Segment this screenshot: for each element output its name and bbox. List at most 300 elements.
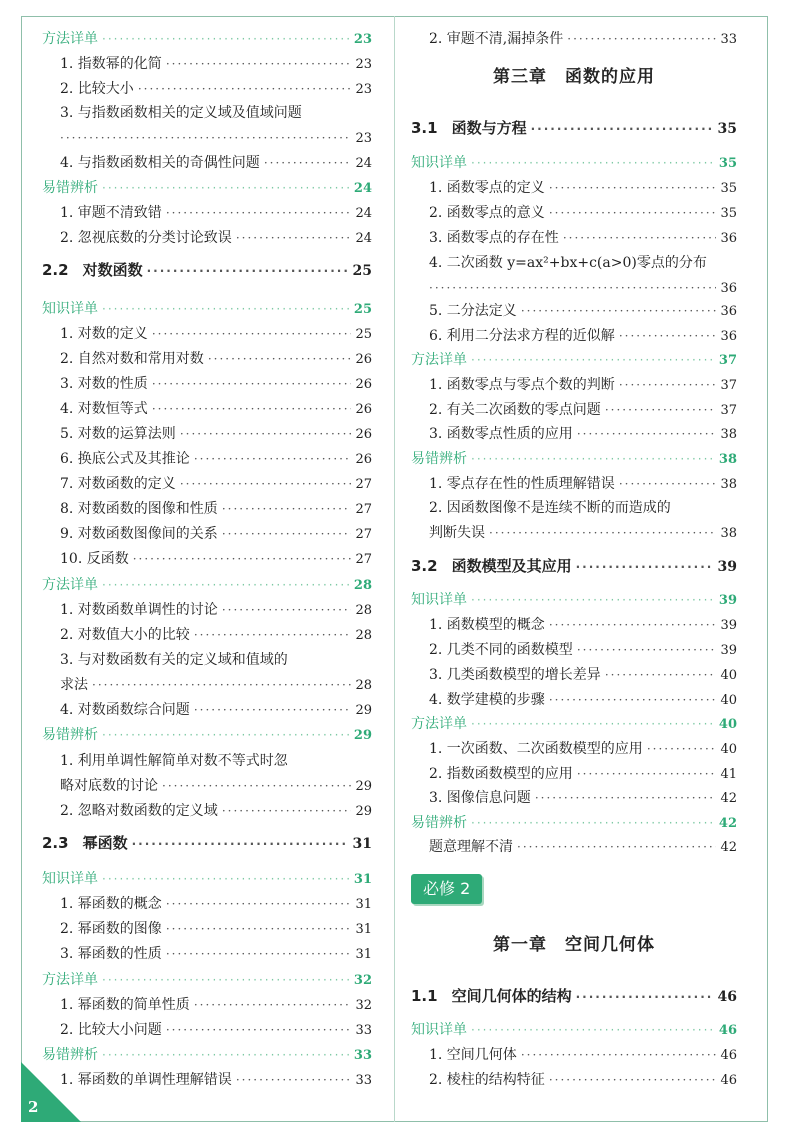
toc-entry-text: 方法详单 (411, 716, 467, 732)
toc-entry-text: 1. 空间几何体 (429, 1047, 517, 1063)
dot-leader (577, 637, 717, 663)
toc-entry-text: 2. 对数值大小的比较 (60, 627, 190, 643)
page-ref: 42 (718, 816, 737, 831)
dot-leader (102, 572, 350, 598)
page-ref: 23 (355, 131, 372, 146)
page-ref: 37 (720, 378, 737, 393)
toc-entry-text: 1. 函数零点的定义 (429, 180, 545, 196)
page-ref: 26 (355, 427, 372, 442)
page-ref: 40 (718, 717, 737, 732)
section-title: 对数函数 (82, 261, 143, 279)
toc-category[interactable] (42, 866, 372, 892)
dot-leader (133, 546, 352, 572)
dot-leader (166, 891, 352, 917)
toc-entry-text: 4. 与指数函数相关的奇偶性问题 (60, 155, 260, 171)
toc-section-label (411, 115, 527, 141)
page-ref: 39 (718, 593, 737, 608)
toc-item[interactable] (42, 1017, 372, 1043)
dot-leader (152, 321, 352, 347)
page-ref: 40 (720, 742, 737, 757)
dot-leader (166, 51, 352, 77)
dot-leader (619, 372, 717, 398)
page-ref: 39 (720, 618, 737, 633)
page-ref: 36 (720, 304, 737, 319)
section-number: 1.1 (411, 987, 438, 1005)
toc-entry-text: 8. 对数函数的图像和性质 (60, 501, 218, 517)
dot-leader (194, 622, 352, 648)
toc-entry-text: 知识详单 (42, 871, 98, 887)
toc-entry-text: 3. 对数的性质 (60, 376, 148, 392)
toc-item[interactable] (42, 346, 372, 372)
toc-entry-text: 题意理解不清 (429, 839, 513, 855)
dot-leader (102, 26, 350, 52)
toc-item[interactable] (411, 26, 737, 52)
toc-entry-text: 9. 对数函数图像间的关系 (60, 526, 218, 542)
dot-leader (549, 175, 717, 201)
dot-leader (194, 446, 352, 472)
dot-leader (102, 967, 350, 993)
page-ref: 29 (355, 703, 372, 718)
page-ref: 29 (355, 779, 372, 794)
toc-entry-text: 知识详单 (411, 592, 467, 608)
dot-leader (60, 125, 351, 151)
page-ref: 26 (355, 352, 372, 367)
toc-item[interactable] (411, 250, 737, 276)
toc-item[interactable] (42, 748, 372, 774)
toc-entry-text: 6. 换底公式及其推论 (60, 451, 190, 467)
page-ref: 36 (720, 281, 737, 296)
dot-leader (166, 200, 352, 226)
page-ref: 36 (720, 329, 737, 344)
page-ref: 32 (353, 973, 372, 988)
page-ref: 31 (353, 872, 372, 887)
toc-item[interactable] (411, 612, 737, 638)
toc-category[interactable] (411, 1017, 737, 1043)
toc-item[interactable] (411, 637, 737, 663)
dot-leader (471, 711, 715, 737)
dot-leader (102, 1042, 350, 1068)
toc-category[interactable] (42, 967, 372, 993)
volume-badge: 必修 2 (411, 874, 482, 904)
dot-leader (521, 298, 717, 324)
toc-section-label (411, 553, 572, 579)
page-ref: 31 (355, 922, 372, 937)
dot-leader (194, 992, 352, 1018)
toc-item[interactable] (411, 687, 737, 713)
toc-section[interactable] (411, 115, 737, 141)
toc-item[interactable] (42, 1067, 372, 1093)
toc-entry-text: 2. 幂函数的图像 (60, 921, 162, 937)
toc-item[interactable] (411, 372, 737, 398)
page-ref: 29 (355, 804, 372, 819)
toc-entry-text: 3. 几类函数模型的增长差异 (429, 667, 601, 683)
toc-entry-text: 易错辨析 (411, 451, 467, 467)
toc-entry-text: 7. 对数函数的定义 (60, 476, 176, 492)
dot-leader (471, 810, 715, 836)
dot-leader (222, 597, 352, 623)
dot-leader (577, 421, 717, 447)
dot-leader (647, 736, 717, 762)
toc-item[interactable] (42, 992, 372, 1018)
toc-item[interactable] (42, 471, 372, 497)
page-ref: 38 (718, 452, 737, 467)
page-ref: 41 (720, 767, 737, 782)
toc-category[interactable] (411, 446, 737, 472)
chapter-title: 第三章 函数的应用 (493, 67, 655, 87)
toc-item[interactable] (42, 697, 372, 723)
toc-section[interactable] (42, 830, 372, 856)
toc-category[interactable] (411, 810, 737, 836)
page-ref: 39 (717, 559, 737, 575)
page-ref: 35 (720, 181, 737, 196)
toc-entry-text: 易错辨析 (42, 1047, 98, 1063)
page-ref: 31 (352, 836, 372, 852)
toc-item[interactable] (411, 1042, 737, 1068)
toc-item[interactable] (411, 298, 737, 324)
toc-entry-text: 方法详单 (42, 577, 98, 593)
toc-entry-text: 方法详单 (411, 352, 467, 368)
dot-leader (166, 1017, 352, 1043)
toc-section-label (411, 983, 572, 1009)
toc-entry-text: 2. 比较大小 (60, 81, 134, 97)
toc-entry-text: 知识详单 (411, 155, 467, 171)
toc-entry-text: 易错辨析 (411, 815, 467, 831)
toc-entry-text: 3. 与指数函数相关的定义域及值域问题 (60, 105, 302, 121)
dot-leader (162, 773, 351, 799)
toc-item[interactable] (42, 100, 372, 126)
page-ref: 27 (355, 527, 372, 542)
toc-item[interactable] (411, 421, 737, 447)
toc-entry-text: 2. 忽略对数函数的定义域 (60, 803, 218, 819)
dot-leader (471, 150, 715, 176)
page-ref: 35 (720, 206, 737, 221)
toc-item[interactable] (42, 647, 372, 673)
dot-leader (222, 798, 352, 824)
page-ref: 35 (717, 121, 737, 137)
dot-leader (549, 200, 717, 226)
dot-leader (102, 296, 350, 322)
toc-item[interactable] (42, 421, 372, 447)
toc-entry-text: 方法详单 (42, 972, 98, 988)
toc-item[interactable] (42, 396, 372, 422)
toc-item[interactable] (42, 798, 372, 824)
dot-leader (605, 397, 717, 423)
toc-entry-text: 1. 对数的定义 (60, 326, 148, 342)
toc-item[interactable] (411, 323, 737, 349)
toc-entry-text: 1. 利用单调性解简单对数不等式时忽 (60, 753, 288, 769)
toc-item[interactable] (42, 371, 372, 397)
toc-entry-text: 2. 自然对数和常用对数 (60, 351, 204, 367)
toc-item[interactable] (411, 662, 737, 688)
page-ref: 25 (355, 327, 372, 342)
toc-item-continuation[interactable] (42, 125, 372, 151)
page-ref: 46 (718, 1023, 737, 1038)
page-ref: 46 (720, 1073, 737, 1088)
dot-leader (517, 834, 716, 860)
toc-entry-text: 3. 函数零点性质的应用 (429, 426, 573, 442)
toc-item[interactable] (411, 1067, 737, 1093)
toc-category[interactable] (42, 175, 372, 201)
page-ref: 33 (720, 32, 737, 47)
dot-leader (489, 520, 716, 546)
page-ref: 26 (355, 402, 372, 417)
toc-entry-text: 求法 (60, 677, 88, 693)
toc-item[interactable] (42, 622, 372, 648)
toc-entry-text: 判断失误 (429, 525, 485, 541)
page-ref: 31 (355, 947, 372, 962)
page-ref: 24 (355, 231, 372, 246)
toc-category[interactable] (42, 722, 372, 748)
toc-entry-text: 1. 幂函数的概念 (60, 896, 162, 912)
toc-item-continuation[interactable] (42, 773, 372, 799)
toc-item[interactable] (411, 397, 737, 423)
page-ref: 42 (720, 791, 737, 806)
toc-entry-text: 知识详单 (42, 301, 98, 317)
dot-leader (222, 496, 352, 522)
toc-entry-text: 2. 忽视底数的分类讨论致误 (60, 230, 232, 246)
page-ref: 24 (355, 156, 372, 171)
toc-entry-text: 易错辨析 (42, 727, 98, 743)
toc-entry-text: 2. 有关二次函数的零点问题 (429, 402, 601, 418)
page-ref: 27 (355, 477, 372, 492)
dot-leader (549, 612, 717, 638)
page-ref: 46 (717, 989, 737, 1005)
toc-category[interactable] (42, 1042, 372, 1068)
toc-category[interactable] (411, 587, 737, 613)
toc-entry-text: 1. 一次函数、二次函数模型的应用 (429, 741, 643, 757)
page-ref: 31 (355, 897, 372, 912)
toc-entry-text: 1. 指数幂的化简 (60, 56, 162, 72)
toc-item-continuation[interactable] (42, 672, 372, 698)
toc-item[interactable] (42, 150, 372, 176)
toc-entry-text: 2. 比较大小问题 (60, 1022, 162, 1038)
toc-entry-text: 2. 审题不清,漏掉条件 (429, 31, 564, 47)
dot-leader (264, 150, 352, 176)
toc-item[interactable] (42, 446, 372, 472)
toc-item[interactable] (42, 891, 372, 917)
toc-category[interactable] (42, 572, 372, 598)
dot-leader (236, 1067, 352, 1093)
toc-entry-text: 4. 对数恒等式 (60, 401, 148, 417)
page-ref: 33 (355, 1073, 372, 1088)
toc-item[interactable] (42, 200, 372, 226)
toc-entry-text: 1. 审题不清致错 (60, 205, 162, 221)
section-number: 3.1 (411, 119, 438, 137)
dot-leader (180, 421, 352, 447)
toc-entry-text: 方法详单 (42, 31, 98, 47)
dot-leader (567, 26, 716, 52)
toc-item[interactable] (411, 225, 737, 251)
dot-leader (531, 116, 714, 142)
toc-item[interactable] (42, 521, 372, 547)
toc-entry-text: 5. 二分法定义 (429, 303, 517, 319)
toc-entry-text: 4. 对数函数综合问题 (60, 702, 190, 718)
dot-leader (222, 521, 352, 547)
toc-item[interactable] (42, 225, 372, 251)
section-title: 空间几何体的结构 (451, 987, 572, 1005)
toc-item[interactable] (411, 495, 737, 521)
toc-section[interactable] (42, 257, 372, 283)
toc-item[interactable] (42, 941, 372, 967)
page-ref: 25 (352, 263, 372, 279)
page-ref: 25 (353, 302, 372, 317)
dot-leader (132, 831, 349, 857)
toc-entry-text: 3. 幂函数的性质 (60, 946, 162, 962)
toc-section-label (42, 830, 128, 856)
toc-section[interactable] (411, 553, 737, 579)
page-ref: 26 (355, 377, 372, 392)
page-ref: 23 (355, 57, 372, 72)
toc-entry-text: 略对底数的讨论 (60, 778, 158, 794)
toc-category[interactable] (42, 296, 372, 322)
page-ref: 24 (353, 181, 372, 196)
toc-category[interactable] (411, 150, 737, 176)
toc-category[interactable] (42, 26, 372, 52)
toc-entry-text: 1. 函数零点与零点个数的判断 (429, 377, 615, 393)
dot-leader (471, 1017, 715, 1043)
page-ref: 38 (720, 477, 737, 492)
section-title: 幂函数 (82, 834, 128, 852)
page-ref: 23 (355, 82, 372, 97)
dot-leader (152, 396, 352, 422)
dot-leader (471, 446, 715, 472)
toc-item[interactable] (411, 175, 737, 201)
dot-leader (194, 697, 352, 723)
toc-section-label (42, 257, 143, 283)
page-ref: 37 (720, 403, 737, 418)
dot-leader (521, 1042, 717, 1068)
page-ref: 46 (720, 1048, 737, 1063)
toc-entry-text: 4. 二次函数 y=ax²+bx+c(a>0)零点的分布 (429, 255, 707, 271)
dot-leader (208, 346, 352, 372)
dot-leader (471, 587, 715, 613)
toc-item-continuation[interactable] (411, 520, 737, 546)
page-ref: 28 (355, 678, 372, 693)
toc-entry-text: 2. 指数函数模型的应用 (429, 766, 573, 782)
dot-leader (92, 672, 351, 698)
page-ref: 23 (353, 32, 372, 47)
toc-entry-text: 2. 棱柱的结构特征 (429, 1072, 545, 1088)
page-ref: 32 (355, 998, 372, 1013)
dot-leader (535, 785, 717, 811)
dot-leader (138, 76, 352, 102)
toc-item[interactable] (42, 51, 372, 77)
page-number: 2 (28, 1098, 39, 1116)
dot-leader (619, 323, 717, 349)
dot-leader (180, 471, 352, 497)
page-ref: 39 (720, 643, 737, 658)
toc-entry-text: 1. 幂函数的简单性质 (60, 997, 190, 1013)
page-ref: 42 (720, 840, 737, 855)
page-ref: 35 (718, 156, 737, 171)
section-title: 函数模型及其应用 (451, 557, 572, 575)
toc-category[interactable] (411, 711, 737, 737)
toc-item[interactable] (411, 200, 737, 226)
toc-item[interactable] (411, 736, 737, 762)
column-divider (394, 16, 395, 1122)
toc-item[interactable] (42, 916, 372, 942)
toc-entry-text: 10. 反函数 (60, 551, 129, 567)
toc-entry-text: 2. 因函数图像不是连续不断的而造成的 (429, 500, 671, 516)
page-ref: 29 (353, 728, 372, 743)
toc-entry-text: 1. 函数模型的概念 (429, 617, 545, 633)
section-number: 2.3 (42, 834, 69, 852)
toc-entry-text: 1. 幂函数的单调性理解错误 (60, 1072, 232, 1088)
toc-entry-text: 2. 函数零点的意义 (429, 205, 545, 221)
toc-entry-text: 5. 对数的运算法则 (60, 426, 176, 442)
toc-item[interactable] (42, 496, 372, 522)
page-ref: 38 (720, 526, 737, 541)
dot-leader (549, 687, 717, 713)
section-title: 函数与方程 (451, 119, 527, 137)
dot-leader (471, 347, 715, 373)
dot-leader (147, 258, 349, 284)
toc-entry-text: 2. 几类不同的函数模型 (429, 642, 573, 658)
page-ref: 28 (355, 628, 372, 643)
toc-item[interactable] (42, 597, 372, 623)
toc-item[interactable] (411, 785, 737, 811)
dot-leader (102, 722, 350, 748)
dot-leader (102, 866, 350, 892)
dot-leader (236, 225, 352, 251)
toc-item[interactable] (42, 321, 372, 347)
toc-entry-text: 3. 函数零点的存在性 (429, 230, 559, 246)
page-ref: 33 (355, 1023, 372, 1038)
dot-leader (577, 761, 717, 787)
dot-leader (166, 916, 352, 942)
toc-entry-text: 1. 对数函数单调性的讨论 (60, 602, 218, 618)
toc-entry-text: 易错辨析 (42, 180, 98, 196)
toc-entry-text: 6. 利用二分法求方程的近似解 (429, 328, 615, 344)
toc-item[interactable] (411, 834, 737, 860)
dot-leader (605, 662, 717, 688)
toc-item[interactable] (411, 471, 737, 497)
dot-leader (166, 941, 352, 967)
chapter-title: 第一章 空间几何体 (493, 935, 655, 955)
toc-item[interactable] (411, 761, 737, 787)
page-ref: 26 (355, 452, 372, 467)
page-ref: 28 (353, 578, 372, 593)
dot-leader (576, 554, 714, 580)
section-number: 2.2 (42, 261, 69, 279)
page-ref: 38 (720, 427, 737, 442)
page-ref: 37 (718, 353, 737, 368)
page-ref: 36 (720, 231, 737, 246)
toc-item[interactable] (42, 76, 372, 102)
page-ref: 40 (720, 693, 737, 708)
dot-leader (563, 225, 717, 251)
toc-item[interactable] (42, 546, 372, 572)
page-ref: 33 (353, 1048, 372, 1063)
toc-entry-text: 知识详单 (411, 1022, 467, 1038)
toc-entry-text: 3. 与对数函数有关的定义域和值域的 (60, 652, 288, 668)
page-ref: 24 (355, 206, 372, 221)
toc-entry-text: 1. 零点存在性的性质理解错误 (429, 476, 615, 492)
dot-leader (152, 371, 352, 397)
toc-category[interactable] (411, 347, 737, 373)
dot-leader (549, 1067, 717, 1093)
page-ref: 28 (355, 603, 372, 618)
toc-entry-text: 4. 数学建模的步骤 (429, 692, 545, 708)
toc-entry-text: 3. 图像信息问题 (429, 790, 531, 806)
section-number: 3.2 (411, 557, 438, 575)
toc-section[interactable] (411, 983, 737, 1009)
page-ref: 27 (355, 552, 372, 567)
dot-leader (576, 984, 714, 1010)
dot-leader (102, 175, 350, 201)
page-ref: 40 (720, 668, 737, 683)
page-ref: 27 (355, 502, 372, 517)
